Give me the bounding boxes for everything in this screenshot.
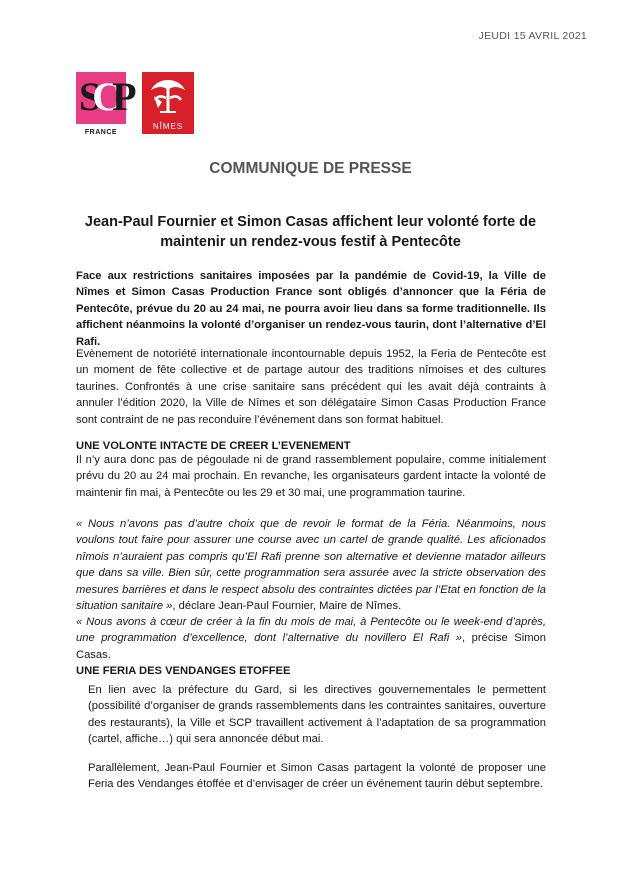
section-heading: UNE VOLONTE INTACTE DE CREER L’EVENEMENT [76, 440, 351, 452]
section-heading: UNE FERIA DES VENDANGES ETOFFEE [76, 665, 291, 677]
nimes-logo: NÎMES [142, 72, 194, 134]
quote-text: « Nous avons à cœur de créer à la fin du mois de mai, à Pentecôte ou le week-end d’après, une programmation d’excellence, dont l’alternative du novillero El Rafi » [76, 616, 546, 645]
scp-france-logo: SCP FRANCE [76, 72, 126, 136]
paragraph: Evènement de notoriété internationale incontournable depuis 1952, la Feria de Pentecôte est un moment de fête collective et de partage autour des traditions nîmoises et des cultures taurines. Confrontés à une crise sanitaire sans précédent qui les avait déjà contraints à annuler l’édition 2020, la Ville de Nîmes et son délégataire Simon Casas Production France sont contraint de ne pas reconduire l’événement dans son format habituel. [76, 348, 546, 426]
headline: Jean-Paul Fournier et Simon Casas affichent leur volonté forte de maintenir un rendez-vous festif à Pentecôte [84, 214, 537, 250]
quote-attribution: , déclare Jean-Paul Fournier, Maire de Nîmes. [172, 600, 402, 613]
quote-fournier [76, 516, 546, 614]
document-date: JEUDI 15 AVRIL 2021 [478, 30, 587, 42]
page-title: COMMUNIQUE DE PRESSE [209, 160, 412, 177]
lead-paragraph: Face aux restrictions sanitaires imposées par la pandémie de Covid-19, la Ville de Nîmes et Simon Casas Production France sont obligés d’annoncer que la Féria de Pentecôte, prévue du 20 au 24 mai, ne pourra avoir lieu dans sa forme traditionnelle. Ils affichent néanmoins la volonté d’organiser un rendez-vous taurin, dont l’alternative d’El Rafi. [76, 270, 546, 348]
logo-row [76, 72, 194, 136]
quote-text: « Nous n’avons pas d’autre choix que de revoir le format de la Féria. Néanmoins, nous voulons tout faire pour assurer une course avec un cartel de grande qualité. Les aficionados nîmois n’auraient pas compris qu’El Rafi prenne son alternative et devienne matador ailleurs que dans sa ville. Bien sûr, cette programmation sera assurée avec la stricte observation des mesures barrières et dans le respect absolu des contraintes dictées par l’Etat en fonction de la situation sanitaire » [76, 518, 546, 613]
quote-casas [76, 614, 546, 663]
quote-attribution: , précise Simon Casas. [76, 632, 546, 661]
paragraph: En lien avec la préfecture du Gard, si les directives gouvernementales le permettent (possibilité d’organiser de grands rassemblements dans les contraintes sanitaires, ouverture des restaurants), la Ville et SCP travaillent activement à l’adaptation de sa programmation (cartel, affiche…) qui sera annoncée début mai. [88, 684, 546, 746]
paragraph: Il n’y aura donc pas de pégoulade ni de grand rassemblement populaire, comme initialement prévu du 20 au 24 mai prochain. En revanche, les organisateurs gardent intacte la volonté de maintenir fin mai, à Pentecôte ou les 29 et 30 mai, une programmation taurine. [76, 454, 546, 499]
paragraph: Parallèlement, Jean-Paul Fournier et Simon Casas partagent la volonté de proposer une Feria des Vendanges étoffée et d’envisager de créer un événement taurin début septembre. [88, 762, 546, 791]
